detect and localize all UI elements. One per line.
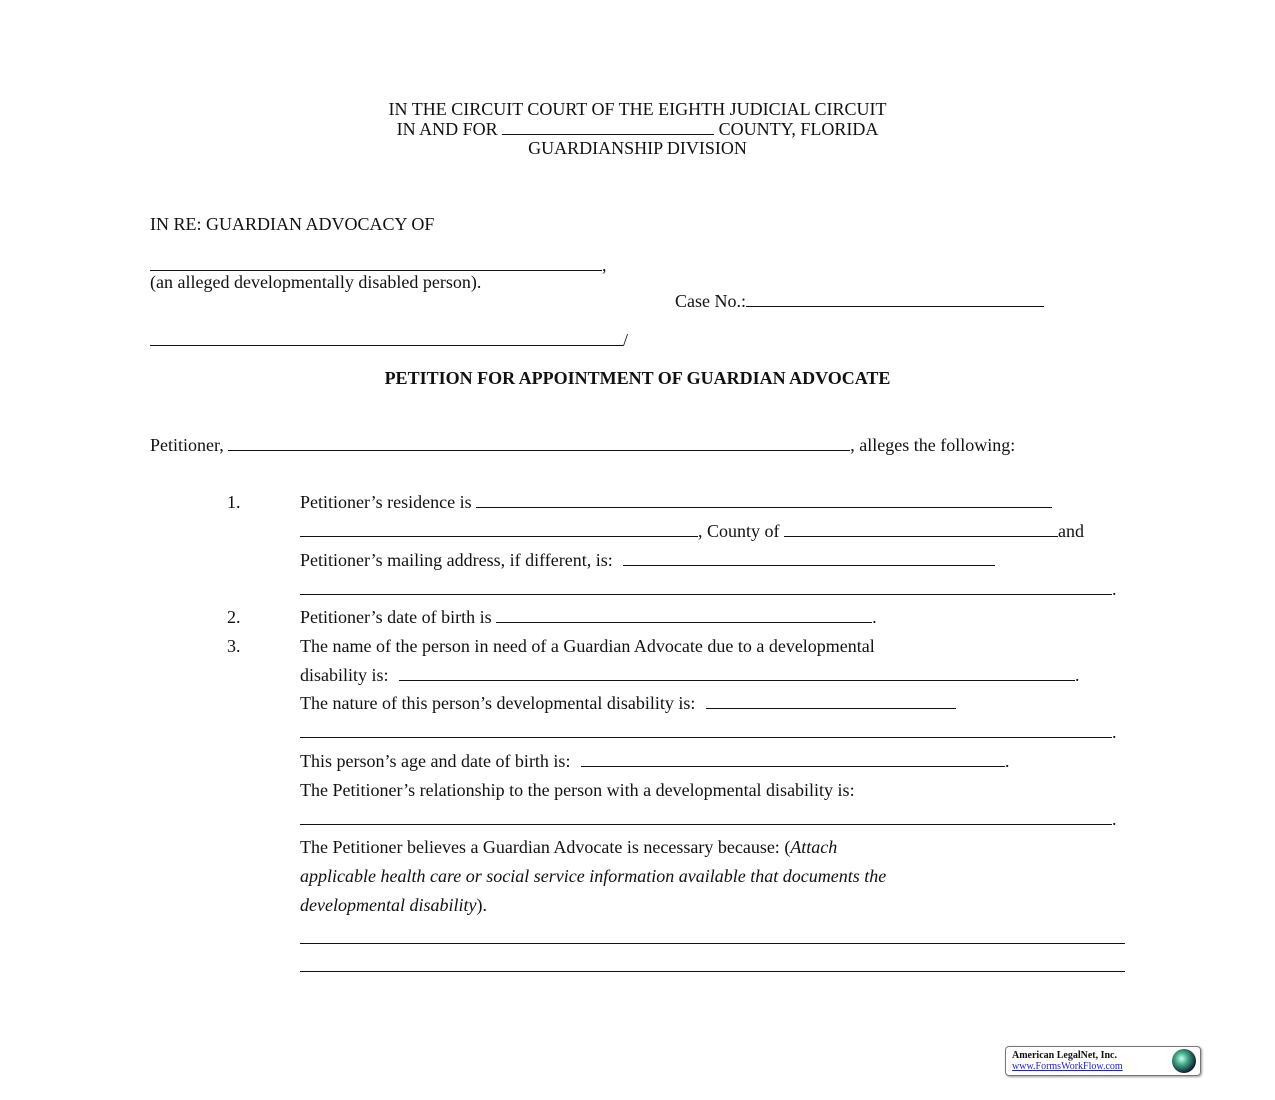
disability-line <box>300 664 1080 686</box>
division-heading: GUARDIANSHIP DIVISION <box>528 138 747 158</box>
relationship-text: The Petitioner’s relationship to the person with a developmental disability is: <box>300 780 855 800</box>
alleged-text: (an alleged developmentally disabled person). <box>150 272 482 292</box>
period: . <box>1112 809 1117 829</box>
period: . <box>1112 579 1117 599</box>
mailing-line <box>300 549 995 571</box>
dob-blank[interactable] <box>496 607 872 623</box>
name-need-text: The name of the person in need of a Guardian Advocate due to a developmental <box>300 636 875 656</box>
caption-blank[interactable] <box>150 330 623 346</box>
county-blank[interactable] <box>502 119 714 135</box>
nature-line <box>300 692 956 714</box>
item-number-2: 2. <box>227 607 241 627</box>
attach-line-3 <box>300 894 487 916</box>
county-of-line <box>300 520 1084 542</box>
and-text: and <box>1058 521 1085 541</box>
age-dob-line <box>300 750 1009 772</box>
company-name: American LegalNet, Inc. <box>1012 1050 1117 1061</box>
believes-label: The Petitioner believes a Guardian Advocate is necessary because: ( <box>300 837 791 857</box>
reason-line-1 <box>300 927 1125 949</box>
attach-instruction: Attach <box>790 837 838 857</box>
company-url-link[interactable]: www.FormsWorkFlow.com <box>1012 1061 1123 1072</box>
relationship-blank[interactable] <box>300 809 1112 825</box>
caption-close-line <box>150 329 628 351</box>
age-dob-label: This person’s age and date of birth is: <box>300 751 571 771</box>
county-prefix: IN AND FOR <box>396 119 498 139</box>
globe-icon <box>1172 1049 1196 1073</box>
attach-instruction-3: developmental disability <box>300 895 477 915</box>
dob-label: Petitioner’s date of birth is <box>300 607 492 627</box>
alleges-text: , alleges the following: <box>850 435 1016 455</box>
disability-label: disability is: <box>300 665 389 685</box>
case-no-line <box>675 290 1044 312</box>
petitioner-label: Petitioner, <box>150 435 224 455</box>
court-heading: IN THE CIRCUIT COURT OF THE EIGHTH JUDICIAL CIRCUIT <box>388 99 887 119</box>
disability-name-blank[interactable] <box>399 665 1075 681</box>
in-re: IN RE: GUARDIAN ADVOCACY OF <box>150 214 435 234</box>
case-no-blank[interactable] <box>746 291 1044 307</box>
believes-line <box>300 836 837 858</box>
mailing-blank-2[interactable] <box>300 579 1112 595</box>
mailing-line-2 <box>300 578 1117 600</box>
reason-blank-2[interactable] <box>300 956 1125 972</box>
residence-label: Petitioner’s residence is <box>300 492 472 512</box>
period: . <box>1004 751 1010 771</box>
mailing-blank[interactable] <box>623 550 995 566</box>
residence-blank-2[interactable] <box>300 521 698 537</box>
item-number-3: 3. <box>227 636 241 656</box>
mailing-label: Petitioner’s mailing address, if different, is: <box>300 550 613 570</box>
attach-instruction-2: applicable health care or social service information available that documents the <box>300 866 887 886</box>
nature-label: The nature of this person’s developmental disability is: <box>300 693 696 713</box>
residence-blank[interactable] <box>476 492 1052 508</box>
county-of-blank[interactable] <box>784 521 1058 537</box>
period: . <box>872 607 877 627</box>
attach-end: ). <box>476 895 487 915</box>
comma: , <box>602 255 607 275</box>
reason-line-2 <box>300 955 1125 977</box>
item-number-1: 1. <box>227 492 241 512</box>
petitioner-intro <box>150 434 1015 456</box>
ward-name-blank[interactable] <box>150 255 602 271</box>
document-title: PETITION FOR APPOINTMENT OF GUARDIAN ADVOCATE <box>384 368 891 388</box>
residence-line <box>300 491 1052 513</box>
nature-line-2 <box>300 721 1117 743</box>
petitioner-name-blank[interactable] <box>228 435 850 451</box>
nature-blank[interactable] <box>706 693 956 709</box>
period: . <box>1075 665 1080 685</box>
dob-line <box>300 606 877 628</box>
county-of-label: , County of <box>698 521 780 541</box>
slash: / <box>623 330 629 350</box>
relationship-line <box>300 808 1117 830</box>
county-suffix: COUNTY, FLORIDA <box>718 119 879 139</box>
reason-blank-1[interactable] <box>300 928 1125 944</box>
age-dob-blank[interactable] <box>581 751 1005 767</box>
nature-blank-2[interactable] <box>300 722 1112 738</box>
case-no-label: Case No.: <box>675 291 746 311</box>
footer-logo <box>1005 1046 1201 1076</box>
period: . <box>1112 722 1117 742</box>
attach-line-2 <box>300 865 886 887</box>
